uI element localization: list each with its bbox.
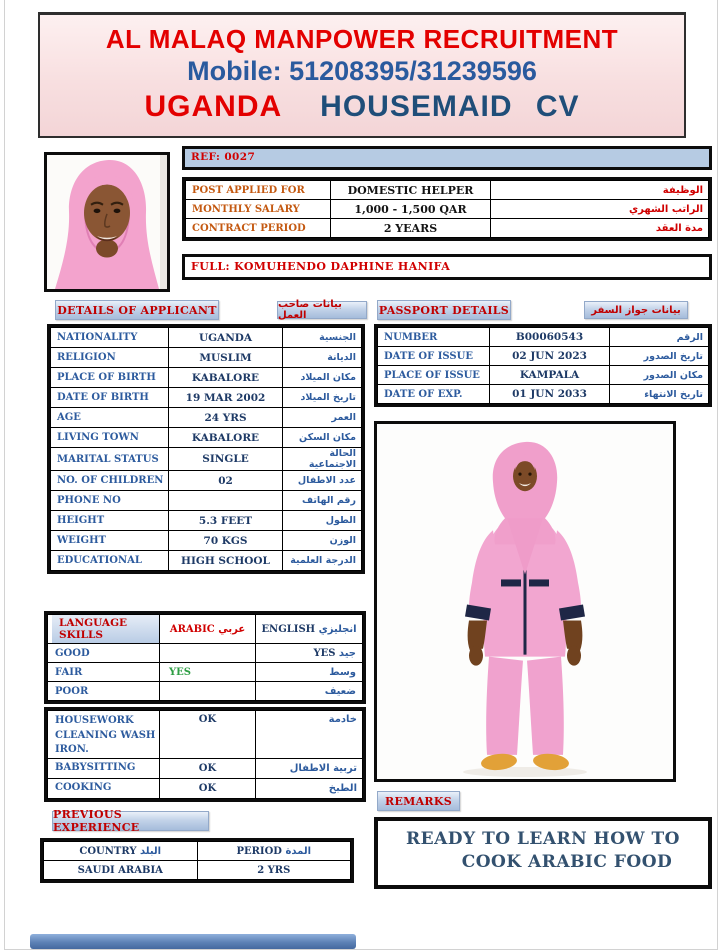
cv-title-country: UGANDA xyxy=(144,90,283,123)
ref-number-bar xyxy=(182,146,712,170)
detail-value: 02 xyxy=(169,471,283,491)
passport-label: NUMBER xyxy=(378,328,490,347)
experience-table xyxy=(40,838,354,883)
table-row xyxy=(51,388,362,408)
detail-label: PHONE NO xyxy=(51,491,169,511)
detail-value: 24 YRS xyxy=(169,408,283,428)
experience-country: SAUDI ARABIA xyxy=(44,861,198,880)
detail-label-arabic: الجنسية xyxy=(283,328,362,348)
applicant-fullbody-photo xyxy=(374,421,676,782)
detail-label: EDUCATIONAL xyxy=(51,551,169,571)
detail-value xyxy=(169,491,283,511)
applicant-portrait-photo xyxy=(44,152,170,292)
company-name: AL MALAQ MANPOWER RECRUITMENT xyxy=(105,24,619,54)
cv-title xyxy=(40,90,684,124)
full-name: FULL: KOMUHENDO DAPHINE HANIFA xyxy=(191,260,451,273)
details-table xyxy=(47,324,365,574)
table-row xyxy=(378,328,709,347)
detail-label: WEIGHT xyxy=(51,531,169,551)
table-row xyxy=(378,385,709,404)
table-row xyxy=(51,428,362,448)
table-row xyxy=(378,347,709,366)
english-column-header: ENGLISH انجليزي xyxy=(256,615,363,644)
detail-label: MARITAL STATUS xyxy=(51,448,169,471)
arabic-skill-value xyxy=(160,682,256,701)
passport-label-arabic: الرقم xyxy=(610,328,709,347)
detail-label: NO. OF CHILDREN xyxy=(51,471,169,491)
table-row xyxy=(44,842,351,861)
detail-label-arabic: الوزن xyxy=(283,531,362,551)
table-row xyxy=(51,348,362,368)
table-row xyxy=(51,551,362,571)
detail-label: LIVING TOWN xyxy=(51,428,169,448)
skill-value: OK xyxy=(160,758,256,778)
language-skills-title: LANGUAGE SKILLS xyxy=(52,615,159,643)
detail-value: MUSLIM xyxy=(169,348,283,368)
passport-value: KAMPALA xyxy=(490,366,610,385)
portrait-illustration xyxy=(47,155,167,289)
table-row xyxy=(48,663,363,682)
passport-label-arabic: تاريخ الانتهاء xyxy=(610,385,709,404)
table-row xyxy=(51,328,362,348)
table-row xyxy=(51,511,362,531)
table-row xyxy=(48,758,363,778)
table-row xyxy=(51,448,362,471)
table-row xyxy=(51,368,362,388)
skill-value: OK xyxy=(160,711,256,759)
passport-section-title-arabic: بيانات جواز السفر xyxy=(584,301,688,319)
detail-label: AGE xyxy=(51,408,169,428)
details-section-title-arabic: بيانات صاحب العمل xyxy=(277,301,367,319)
table-row xyxy=(51,491,362,511)
detail-label-arabic: الديانة xyxy=(283,348,362,368)
job-label-arabic: مدة العقد xyxy=(491,219,709,238)
skill-label-arabic: تربية الاطفال xyxy=(256,758,363,778)
detail-label-arabic: عدد الاطفال xyxy=(283,471,362,491)
language-level: GOOD xyxy=(48,644,160,663)
skill-value: OK xyxy=(160,778,256,798)
detail-label-arabic: الحالة الاجتماعية xyxy=(283,448,362,471)
table-row xyxy=(48,615,363,644)
passport-value: 02 JUN 2023 xyxy=(490,347,610,366)
header xyxy=(38,12,686,138)
remarks-box xyxy=(374,817,712,889)
details-section-title: DETAILS OF APPLICANT xyxy=(55,300,219,320)
detail-value: HIGH SCHOOL xyxy=(169,551,283,571)
arabic-skill-value xyxy=(160,644,256,663)
passport-table xyxy=(374,324,712,407)
skill-label: BABYSITTING xyxy=(48,758,160,778)
cv-title-role: HOUSEMAID CV xyxy=(320,90,580,123)
language-skills-table xyxy=(44,611,366,704)
ref-number: REF: 0027 xyxy=(191,151,256,163)
table-row xyxy=(186,219,709,238)
skill-label: COOKING xyxy=(48,778,160,798)
country-column-header: COUNTRY البلد xyxy=(44,842,198,861)
language-skills-header-cell xyxy=(48,615,160,644)
job-info-table xyxy=(182,177,712,241)
remarks-text-line1: READY TO LEARN HOW TO xyxy=(406,829,680,849)
table-row xyxy=(186,200,709,219)
job-label: CONTRACT PERIOD xyxy=(186,219,331,238)
passport-label: DATE OF ISSUE xyxy=(378,347,490,366)
work-skills-table xyxy=(44,707,366,802)
job-label-arabic: الراتب الشهري xyxy=(491,200,709,219)
detail-label-arabic: الدرجة العلمية xyxy=(283,551,362,571)
passport-label: DATE OF EXP. xyxy=(378,385,490,404)
detail-label: PLACE OF BIRTH xyxy=(51,368,169,388)
table-row xyxy=(378,366,709,385)
detail-value: UGANDA xyxy=(169,328,283,348)
detail-label-arabic: العمر xyxy=(283,408,362,428)
passport-section-title: PASSPORT DETAILS xyxy=(377,300,511,320)
experience-section-title: PREVIOUS EXPERIENCE xyxy=(52,811,209,831)
english-skill-value: YES جيد xyxy=(256,644,363,663)
detail-label-arabic: مكان الميلاد xyxy=(283,368,362,388)
table-row xyxy=(48,778,363,798)
table-row xyxy=(51,531,362,551)
detail-label-arabic: الطول xyxy=(283,511,362,531)
passport-label: PLACE OF ISSUE xyxy=(378,366,490,385)
detail-value: KABALORE xyxy=(169,428,283,448)
fullbody-illustration xyxy=(377,424,673,779)
language-level: FAIR xyxy=(48,663,160,682)
arabic-column-header: ARABIC عربي xyxy=(160,615,256,644)
experience-period: 2 YRS xyxy=(197,861,351,880)
remarks-section-title: REMARKS xyxy=(377,791,460,811)
job-value: 1,000 - 1,500 QAR xyxy=(331,200,491,219)
detail-value: 70 KGS xyxy=(169,531,283,551)
detail-label-arabic: مكان السكن xyxy=(283,428,362,448)
detail-label-arabic: تاريخ الميلاد xyxy=(283,388,362,408)
job-label: MONTHLY SALARY xyxy=(186,200,331,219)
table-row xyxy=(48,711,363,759)
table-row xyxy=(48,644,363,663)
detail-value: 5.3 FEET xyxy=(169,511,283,531)
detail-label: DATE OF BIRTH xyxy=(51,388,169,408)
detail-value: KABALORE xyxy=(169,368,283,388)
footer-decorative-bar xyxy=(30,934,356,949)
passport-value: 01 JUN 2033 xyxy=(490,385,610,404)
table-row xyxy=(51,471,362,491)
language-level: POOR xyxy=(48,682,160,701)
detail-label: HEIGHT xyxy=(51,511,169,531)
detail-value: 19 MAR 2002 xyxy=(169,388,283,408)
detail-label: NATIONALITY xyxy=(51,328,169,348)
mobile-number: Mobile: 51208395/31239596 xyxy=(187,56,537,86)
english-skill-value: وسط xyxy=(256,663,363,682)
table-row xyxy=(44,861,351,880)
skill-label-arabic: الطبخ xyxy=(256,778,363,798)
detail-value: SINGLE xyxy=(169,448,283,471)
job-value: DOMESTIC HELPER xyxy=(331,181,491,200)
english-skill-value: ضعيف xyxy=(256,682,363,701)
period-column-header: PERIOD المدة xyxy=(197,842,351,861)
remarks-text-line2: COOK ARABIC FOOD xyxy=(461,851,673,872)
job-value: 2 YEARS xyxy=(331,219,491,238)
passport-label-arabic: مكان الصدور xyxy=(610,366,709,385)
table-row xyxy=(51,408,362,428)
table-row xyxy=(48,682,363,701)
detail-label: RELIGION xyxy=(51,348,169,368)
arabic-skill-value: YES xyxy=(160,663,256,682)
detail-label-arabic: رقم الهاتف xyxy=(283,491,362,511)
passport-value: B00060543 xyxy=(490,328,610,347)
job-label-arabic: الوظيفة xyxy=(491,181,709,200)
full-name-bar xyxy=(182,254,712,280)
skill-label-arabic: خادمة xyxy=(256,711,363,759)
job-label: POST APPLIED FOR xyxy=(186,181,331,200)
table-row xyxy=(186,181,709,200)
passport-label-arabic: تاريخ الصدور xyxy=(610,347,709,366)
skill-label: HOUSEWORK CLEANING WASH IRON. xyxy=(48,711,160,759)
